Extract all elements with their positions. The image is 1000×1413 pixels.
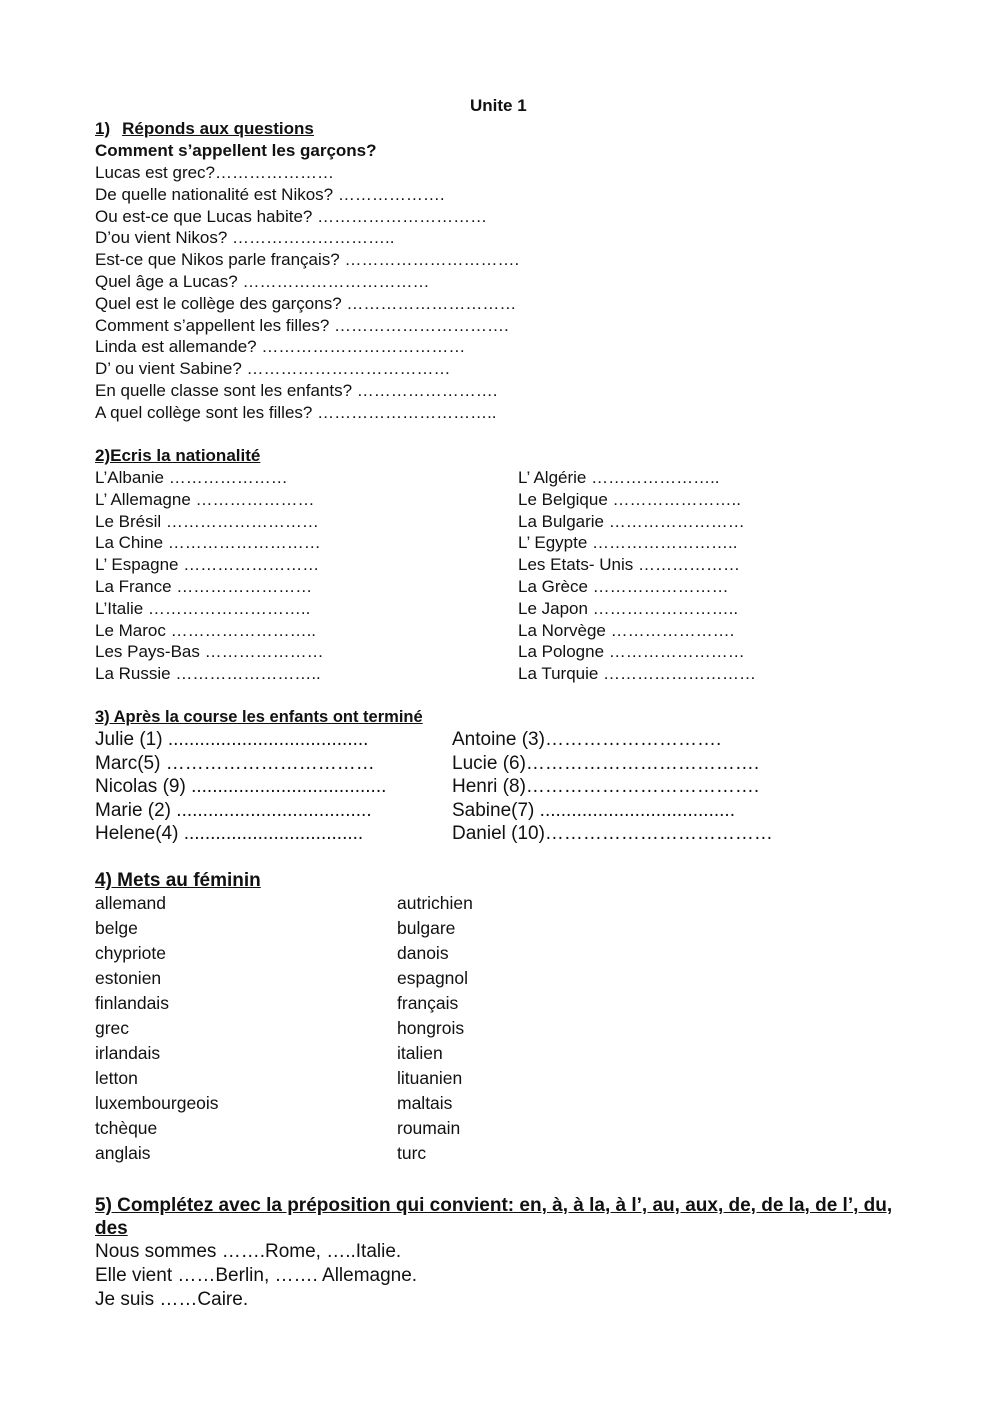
feminine-word: belge	[95, 918, 138, 938]
section-4-heading-wrap	[95, 869, 261, 892]
question-line: A quel collège sont les filles? …………………………..	[95, 402, 497, 422]
preposition-lines	[95, 1240, 895, 1312]
nationality-item: La Bulgarie ……………………	[518, 511, 745, 531]
feminine-word: chypriote	[95, 943, 167, 963]
nationality-item: Le Japon ……………………..	[518, 598, 739, 618]
question-line: Est-ce que Nikos parle français? ………………………….	[95, 250, 520, 270]
worksheet-page: Unite 1 1) Réponds aux questions Comment s’appellent les garçons? Lucas est grec?………………… De quelle nationalité est Nikos? ………………. Ou est-ce que Lucas habite? ………………………… D’ou vient Nikos? ……………………….. Est-ce que Nikos parle français? …………………………. Quel âge a Lucas? …………………………… Quel est le collège des garçons? ………………………… Comment s’appellent les filles? …………………………. Linda est allemande? ……………………………… D’ ou vient Sabine? ……………………………… En quelle classe sont les enfants? ……………………. A quel collège sont les filles? ………………………….. 2)Ecris la nationalité L’Albanie ………………… L’ Allemagne ………………… Le Brésil ……………………… La Chine ……………………… L’ Espagne …………………… La France …………………… L’Italie ……………………….. Le Maroc …………………….. Les Pays-Bas ………………… La Russie …………………….. L’ Algérie ………………….. Le Belgique ………………….. La Bulgarie …………………… L’ Egypte …………………….. Les Etats- Unis ……………… La Grèce …………………… Le Japon …………………….. La Norvège …………………. La Pologne …………………… La Turquie ……………………… 3) Après la course les enfants ont terminé Julie (1) ...................................... Marc(5) …………………………… Nicolas (9) ..................................... Marie (2) ..................................... Helene(4) .................................. Antoine (3)………………………. Lucie (6)………………………………. Henri (8)………………………………. Sabine(7) ..................................... Daniel (10)……………………………… 4) Mets au féminin allemand belge chypriote estonien finlandais grec irlandais letton luxembourgeois tchèque anglais autrichien bulgare danois espagnol français hongrois italien lituanien maltais roumain turc 5) Complétez avec la préposition qui convient: en, à, à la, à l’, au, aux, de, de la, de l’, du, des Nous sommes …….Rome, …..Italie. Elle vient ……Berlin, ……. Allemagne. Je suis ……Caire.	[0, 0, 1000, 1413]
feminine-word: estonien	[95, 968, 162, 988]
nationality-item: L’Italie ………………………..	[95, 598, 311, 618]
feminine-word: espagnol	[397, 968, 469, 988]
nationality-left-column	[95, 467, 324, 685]
nationality-item: L’ Allemagne …………………	[95, 489, 315, 509]
feminine-left-column	[95, 891, 219, 1166]
nationality-right-column	[518, 467, 756, 685]
race-result-item: Sabine(7) .....................................	[452, 799, 735, 821]
feminine-word: lituanien	[397, 1068, 463, 1088]
section-1	[95, 118, 519, 424]
feminine-word: irlandais	[95, 1043, 161, 1063]
section-3-heading-wrap	[95, 706, 423, 728]
section-2-heading-wrap	[95, 445, 260, 467]
nationality-item: La Pologne ……………………	[518, 642, 745, 662]
question-line: Linda est allemande? ………………………………	[95, 337, 466, 357]
nationality-item: Le Brésil ………………………	[95, 511, 319, 531]
section-3-heading: 3) Après la course les enfants ont terminé	[95, 708, 423, 726]
race-result-item: Nicolas (9) .....................................	[95, 776, 387, 797]
section-5	[95, 1194, 895, 1312]
race-result-item: Daniel (10)………………………………	[452, 823, 773, 844]
nationality-item: Le Maroc ……………………..	[95, 620, 317, 640]
question-line: Quel est le collège des garçons? …………………………	[95, 293, 517, 313]
feminine-word: finlandais	[95, 993, 169, 1013]
preposition-line: Nous sommes …….Rome, …..Italie.	[95, 1241, 402, 1262]
race-result-item: Marc(5) ……………………………	[95, 752, 375, 774]
race-result-item: Helene(4) ..................................	[95, 823, 364, 844]
section-1-heading: 1) Réponds aux questions	[95, 119, 314, 138]
nationality-item: Les Pays-Bas …………………	[95, 642, 324, 662]
feminine-right-column	[397, 891, 473, 1166]
feminine-word: luxembourgeois	[95, 1093, 219, 1113]
feminine-word: autrichien	[397, 893, 473, 913]
feminine-word: letton	[95, 1068, 138, 1088]
question-list	[95, 162, 519, 424]
nationality-item: Le Belgique …………………..	[518, 489, 741, 509]
nationality-item: La France ……………………	[95, 576, 313, 596]
feminine-word: maltais	[397, 1093, 453, 1113]
nationality-item: Les Etats- Unis ………………	[518, 555, 740, 575]
nationality-item: La Grèce ……………………	[518, 576, 729, 596]
feminine-word: italien	[397, 1043, 443, 1063]
feminine-word: danois	[397, 943, 449, 963]
section-5-heading: 5) Complétez avec la préposition qui convient: en, à, à la, à l’, au, aux, de, de la, de l’, du, des	[95, 1195, 893, 1239]
race-result-item: Marie (2) .....................................	[95, 799, 372, 821]
race-right-column	[452, 728, 773, 846]
question-line: Ou est-ce que Lucas habite? …………………………	[95, 206, 488, 226]
question-line: Lucas est grec?…………………	[95, 163, 335, 182]
feminine-word: bulgare	[397, 918, 456, 938]
feminine-word: tchèque	[95, 1118, 158, 1138]
section-2-heading: 2)Ecris la nationalité	[95, 446, 261, 465]
race-result-item: Lucie (6)……………………………….	[452, 752, 760, 774]
question-line: D’ ou vient Sabine? ………………………………	[95, 359, 451, 379]
race-result-item: Henri (8)……………………………….	[452, 776, 760, 797]
nationality-item: L’ Espagne ……………………	[95, 555, 320, 575]
feminine-word: hongrois	[397, 1018, 465, 1038]
nationality-item: L’ Egypte ……………………..	[518, 533, 738, 553]
feminine-word: français	[397, 993, 459, 1013]
preposition-line: Elle vient ……Berlin, ……. Allemagne.	[95, 1265, 418, 1286]
nationality-item: L’Albanie …………………	[95, 468, 288, 487]
nationality-item: La Russie ……………………..	[95, 664, 321, 684]
nationality-item: La Chine ………………………	[95, 533, 321, 553]
question-line: De quelle nationalité est Nikos? ……………….	[95, 184, 445, 204]
question-line: D’ou vient Nikos? ………………………..	[95, 228, 395, 248]
question-line: En quelle classe sont les enfants? …………………….	[95, 380, 498, 400]
section-1-subheading: Comment s’appellent les garçons?	[95, 141, 377, 160]
question-line: Comment s’appellent les filles? ………………………….	[95, 315, 509, 335]
feminine-word: anglais	[95, 1143, 151, 1163]
race-result-item: Antoine (3)……………………….	[452, 729, 722, 750]
nationality-item: L’ Algérie …………………..	[518, 468, 720, 487]
feminine-word: grec	[95, 1018, 130, 1038]
nationality-item: La Norvège ………………….	[518, 620, 735, 640]
nationality-item: La Turquie ………………………	[518, 664, 757, 684]
race-left-column	[95, 728, 386, 846]
section-4-heading: 4) Mets au féminin	[95, 870, 261, 891]
preposition-line: Je suis ……Caire.	[95, 1289, 249, 1310]
feminine-word: allemand	[95, 893, 167, 913]
feminine-word: turc	[397, 1143, 427, 1163]
feminine-word: roumain	[397, 1118, 461, 1138]
race-result-item: Julie (1) ......................................	[95, 729, 369, 750]
question-line: Quel âge a Lucas? ……………………………	[95, 271, 430, 291]
